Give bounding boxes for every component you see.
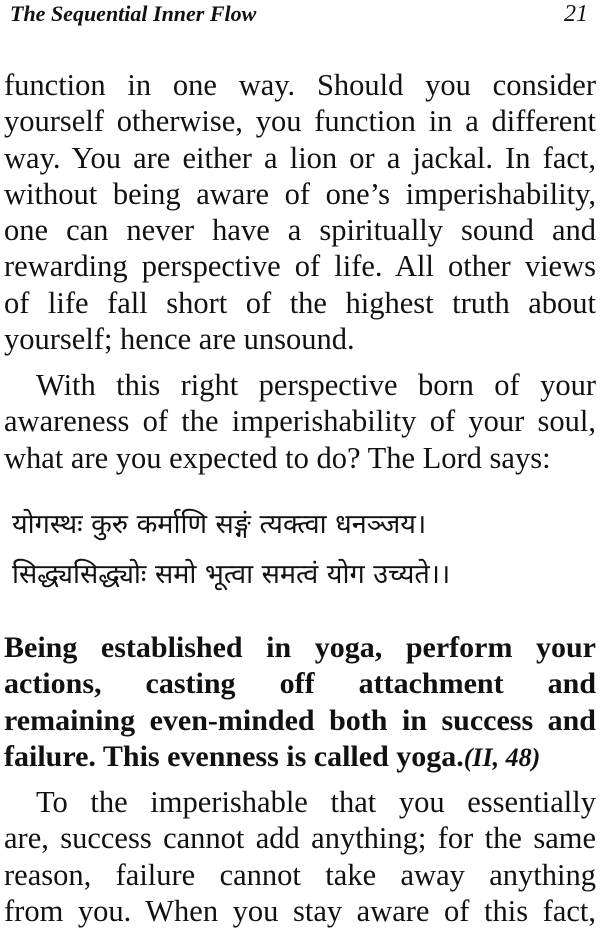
text-line: from you. When you stay aware of this fact, xyxy=(4,893,596,928)
page-header xyxy=(10,0,588,30)
verse-reference: (II, 48) xyxy=(463,742,541,772)
page-number: 21 xyxy=(564,1,588,27)
text-line: what are you expected to do? The Lord says: xyxy=(4,440,551,475)
text-line: rewarding perspective of life. All other views xyxy=(4,249,596,284)
translation-line: actions, casting off attachment and xyxy=(4,667,596,701)
text-line: one can never have a spiritually sound and xyxy=(4,213,596,248)
text-line: are, success cannot add anything; for the same xyxy=(4,821,596,856)
translation-line: Being established in yoga, perform your xyxy=(4,631,596,664)
sanskrit-verse xyxy=(12,500,590,600)
running-title: The Sequential Inner Flow xyxy=(10,1,257,26)
translation-text: failure. This evenness is called yoga. xyxy=(4,739,464,773)
text-line: of life fall short of the highest truth about xyxy=(4,285,596,320)
sanskrit-line: योगस्थः कुरु कर्माणि सङ्गं त्यक्त्वा धनञ्जय। xyxy=(12,509,427,540)
text-line: With this right perspective born of your xyxy=(36,368,596,402)
text-line: reason, failure cannot take away anything xyxy=(4,857,596,892)
text-line: awareness of the imperishability of your soul, xyxy=(4,404,596,439)
sanskrit-line: सिद्ध्यसिद्ध्योः समो भूत्वा समत्वं योग उच्यते।। xyxy=(12,559,451,590)
paragraph-continued xyxy=(4,67,596,357)
text-line: yourself otherwise, you function in a different xyxy=(4,104,596,139)
paragraph-lord-says xyxy=(4,367,596,476)
text-line: way. You are either a lion or a jackal. In fact, xyxy=(4,140,596,175)
text-line: function in one way. Should you consider xyxy=(4,68,596,102)
text-line: without being aware of one’s imperishability, xyxy=(4,176,596,211)
paragraph-imperishable xyxy=(4,784,596,929)
verse-translation xyxy=(4,630,596,776)
translation-line: remaining even-minded both in success and xyxy=(4,703,596,737)
translation-line-last xyxy=(4,739,596,776)
text-line: yourself; hence are unsound. xyxy=(4,322,355,357)
text-line: To the imperishable that you essentially xyxy=(36,785,596,819)
